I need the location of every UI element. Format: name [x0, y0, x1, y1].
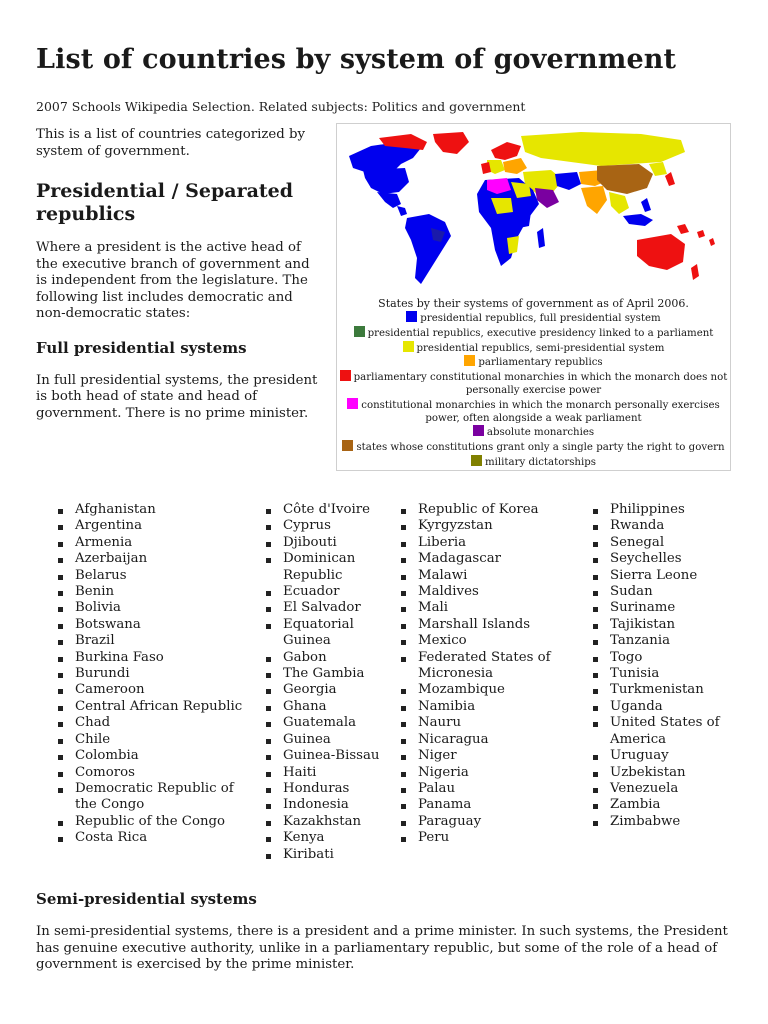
- country-list-item[interactable]: Chad: [58, 715, 258, 731]
- legend-swatch: [406, 311, 417, 322]
- legend-entry: [337, 326, 730, 341]
- country-list-item[interactable]: Chile: [58, 732, 258, 748]
- page-title: List of countries by system of government: [36, 44, 677, 75]
- legend-swatch: [403, 341, 414, 352]
- related-subjects: 2007 Schools Wikipedia Selection. Related subjects: Politics and government: [36, 99, 526, 114]
- country-list-item[interactable]: Democratic Republic of the Congo: [58, 781, 258, 814]
- country-list-item[interactable]: Zambia: [593, 797, 733, 813]
- country-list-item[interactable]: Venezuela: [593, 781, 733, 797]
- country-list-item[interactable]: Seychelles: [593, 551, 733, 567]
- country-list-item[interactable]: Mozambique: [401, 682, 571, 698]
- country-list-item[interactable]: Belarus: [58, 568, 258, 584]
- legend-swatch: [342, 440, 353, 451]
- country-list-item[interactable]: Argentina: [58, 518, 258, 534]
- country-list-item[interactable]: Togo: [593, 650, 733, 666]
- presidential-description: Where a president is the active head of the executive branch of government and is independent from the legislature. The following list includes democratic and non-democratic states:: [36, 240, 310, 321]
- country-list-item[interactable]: Panama: [401, 797, 571, 813]
- country-list-item[interactable]: Guinea: [266, 732, 396, 748]
- country-list-item[interactable]: Afghanistan: [58, 502, 258, 518]
- country-list-item[interactable]: Azerbaijan: [58, 551, 258, 567]
- country-list-item[interactable]: Côte d'Ivoire: [266, 502, 396, 518]
- legend-swatch: [340, 370, 351, 381]
- legend-swatch: [464, 355, 475, 366]
- country-list-item[interactable]: Djibouti: [266, 535, 396, 551]
- legend-swatch: [347, 398, 358, 409]
- country-list-item[interactable]: Tajikistan: [593, 617, 733, 633]
- country-list-item[interactable]: Honduras: [266, 781, 396, 797]
- world-map-image[interactable]: [341, 128, 727, 298]
- country-list-item[interactable]: Tanzania: [593, 633, 733, 649]
- country-list-item[interactable]: Marshall Islands: [401, 617, 571, 633]
- country-list-item[interactable]: Nauru: [401, 715, 571, 731]
- country-list-item[interactable]: Niger: [401, 748, 571, 764]
- legend-label: presidential republics, full presidential system: [420, 313, 661, 324]
- country-list-item[interactable]: Senegal: [593, 535, 733, 551]
- world-map-figure: [336, 123, 731, 471]
- map-caption: [337, 297, 730, 470]
- legend-entry: [337, 355, 730, 370]
- country-list-item[interactable]: Guatemala: [266, 715, 396, 731]
- country-list-item[interactable]: Malawi: [401, 568, 571, 584]
- country-list-item[interactable]: Federated States of Micronesia: [401, 650, 571, 683]
- country-list-item[interactable]: Guinea-Bissau: [266, 748, 396, 764]
- country-list-item[interactable]: The Gambia: [266, 666, 396, 682]
- country-list-item[interactable]: Gabon: [266, 650, 396, 666]
- country-list-item[interactable]: Turkmenistan: [593, 682, 733, 698]
- legend-entry: [337, 398, 730, 426]
- country-list-item[interactable]: Dominican Republic: [266, 551, 396, 584]
- country-list-item[interactable]: Uruguay: [593, 748, 733, 764]
- country-list-item[interactable]: Republic of the Congo: [58, 814, 258, 830]
- country-list-item[interactable]: Republic of Korea: [401, 502, 571, 518]
- country-list-column-3: [401, 502, 571, 847]
- map-caption-title: States by their systems of government as of April 2006.: [378, 297, 689, 310]
- legend-entry: [337, 455, 730, 470]
- legend-entry: [337, 311, 730, 326]
- country-list-item[interactable]: Armenia: [58, 535, 258, 551]
- country-list-item[interactable]: Burkina Faso: [58, 650, 258, 666]
- country-list-item[interactable]: Brazil: [58, 633, 258, 649]
- country-list-item[interactable]: Indonesia: [266, 797, 396, 813]
- country-list-item[interactable]: Haiti: [266, 765, 396, 781]
- country-list-item[interactable]: Uganda: [593, 699, 733, 715]
- country-list-item[interactable]: Kenya: [266, 830, 396, 846]
- intro-column: [36, 126, 320, 422]
- intro-text: This is a list of countries categorized by system of government.: [36, 127, 306, 159]
- country-list-item[interactable]: Liberia: [401, 535, 571, 551]
- legend-label: presidential republics, semi-presidential system: [416, 342, 665, 354]
- legend-entry: [337, 425, 730, 440]
- country-list-item[interactable]: Paraguay: [401, 814, 571, 830]
- country-list-item[interactable]: Kazakhstan: [266, 814, 396, 830]
- legend-label: parliamentary republics: [478, 357, 603, 369]
- country-list-item[interactable]: Colombia: [58, 748, 258, 764]
- legend-swatch: [354, 326, 365, 337]
- country-list-column-4: [593, 502, 733, 830]
- legend-label: absolute monarchies: [486, 427, 595, 439]
- legend-label: parliamentary constitutional monarchies in which the monarch does not personally exercise power: [353, 372, 728, 396]
- country-list-item[interactable]: Uzbekistan: [593, 765, 733, 781]
- legend-entry: [337, 370, 730, 398]
- country-list-item[interactable]: Bolivia: [58, 600, 258, 616]
- country-list-item[interactable]: Nigeria: [401, 765, 571, 781]
- country-list-item[interactable]: Tunisia: [593, 666, 733, 682]
- country-list-item[interactable]: Costa Rica: [58, 830, 258, 846]
- country-list-item[interactable]: Sierra Leone: [593, 568, 733, 584]
- country-list-item[interactable]: Burundi: [58, 666, 258, 682]
- country-list-item[interactable]: Mali: [401, 600, 571, 616]
- country-list-column-1: [58, 502, 258, 847]
- section-heading-semi-presidential: Semi-presidential systems: [36, 890, 257, 908]
- country-list-item[interactable]: Nicaragua: [401, 732, 571, 748]
- country-list-item[interactable]: United States of America: [593, 715, 733, 748]
- country-list-item[interactable]: Georgia: [266, 682, 396, 698]
- legend-label: military dictatorships: [484, 456, 596, 468]
- country-list-item[interactable]: Benin: [58, 584, 258, 600]
- country-list-item[interactable]: Central African Republic: [58, 699, 258, 715]
- country-list-item[interactable]: El Salvador: [266, 600, 396, 616]
- full-presidential-description: In full presidential systems, the president is both head of state and head of government. There is no prime minister.: [36, 372, 318, 421]
- country-list-item[interactable]: Botswana: [58, 617, 258, 633]
- country-list-item[interactable]: Kiribati: [266, 847, 396, 863]
- country-list-column-2: [266, 502, 396, 863]
- country-list-item[interactable]: Zimbabwe: [593, 814, 733, 830]
- country-list-item[interactable]: Ghana: [266, 699, 396, 715]
- section-heading-presidential: Presidential / Separated republics: [36, 180, 294, 225]
- country-list-item[interactable]: Cyprus: [266, 518, 396, 534]
- country-list-item[interactable]: Maldives: [401, 584, 571, 600]
- country-list-item[interactable]: Palau: [401, 781, 571, 797]
- country-list-item[interactable]: Kyrgyzstan: [401, 518, 571, 534]
- legend-label: presidential republics, executive presidency linked to a parliament: [367, 327, 714, 339]
- country-list-item[interactable]: Suriname: [593, 600, 733, 616]
- country-list-item[interactable]: Cameroon: [58, 682, 258, 698]
- country-list-item[interactable]: Ecuador: [266, 584, 396, 600]
- legend-label: states whose constitutions grant only a single party the right to govern: [356, 442, 725, 454]
- legend-label: constitutional monarchies in which the monarch personally exercises power, often alongside a weak parliament: [361, 399, 720, 424]
- legend-entry: [337, 341, 730, 356]
- legend-swatch: [471, 455, 482, 466]
- country-list-item[interactable]: Philippines: [593, 502, 733, 518]
- legend-entry: [337, 440, 730, 455]
- country-list-item[interactable]: Namibia: [401, 699, 571, 715]
- country-list-item[interactable]: Madagascar: [401, 551, 571, 567]
- section-heading-full-presidential: Full presidential systems: [36, 338, 247, 357]
- country-list-item[interactable]: Peru: [401, 830, 571, 846]
- semi-presidential-description: In semi-presidential systems, there is a president and a prime minister. In such systems, the President has genuine executive authority, unlike in a parliamentary republic, but some of the role of a head of government is exercised by the prime minister.: [36, 924, 728, 972]
- country-list-item[interactable]: Mexico: [401, 633, 571, 649]
- country-list-item[interactable]: Sudan: [593, 584, 733, 600]
- legend-swatch: [473, 425, 484, 436]
- country-list-item[interactable]: Comoros: [58, 765, 258, 781]
- map-legend: [337, 311, 730, 470]
- country-list-item[interactable]: Equatorial Guinea: [266, 617, 396, 650]
- country-list-item[interactable]: Rwanda: [593, 518, 733, 534]
